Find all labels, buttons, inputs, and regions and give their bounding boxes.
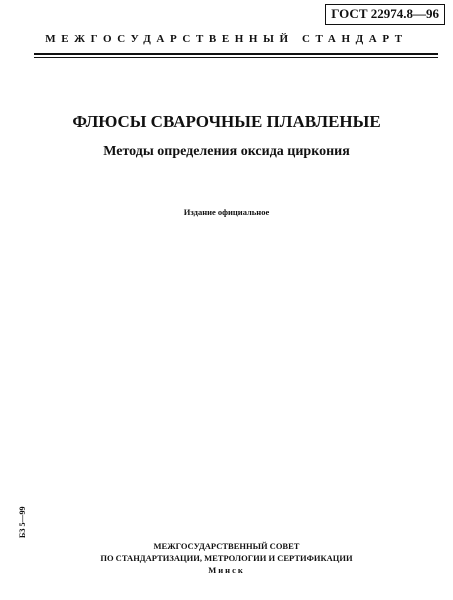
side-code: БЗ 5—99 [18,506,27,538]
document-subtitle: Методы определения оксида циркония [103,144,350,159]
document-title: ФЛЮСЫ СВАРОЧНЫЕ ПЛАВЛЕНЫЕ [72,112,381,131]
publisher-block [0,540,453,576]
gost-number-box: ГОСТ 22974.8—96 [325,4,445,25]
header-rule-thick [34,53,438,55]
header-rule-thin [34,57,438,58]
publisher-city: Минск [208,565,245,575]
publisher-line-1: МЕЖГОСУДАРСТВЕННЫЙ СОВЕТ [153,541,300,551]
publisher-line-2: ПО СТАНДАРТИЗАЦИИ, МЕТРОЛОГИИ И СЕРТИФИКАЦИИ [100,553,353,563]
standard-banner: МЕЖГОСУДАРСТВЕННЫЙ СТАНДАРТ [45,33,408,45]
edition-note: Издание официальное [183,207,270,217]
